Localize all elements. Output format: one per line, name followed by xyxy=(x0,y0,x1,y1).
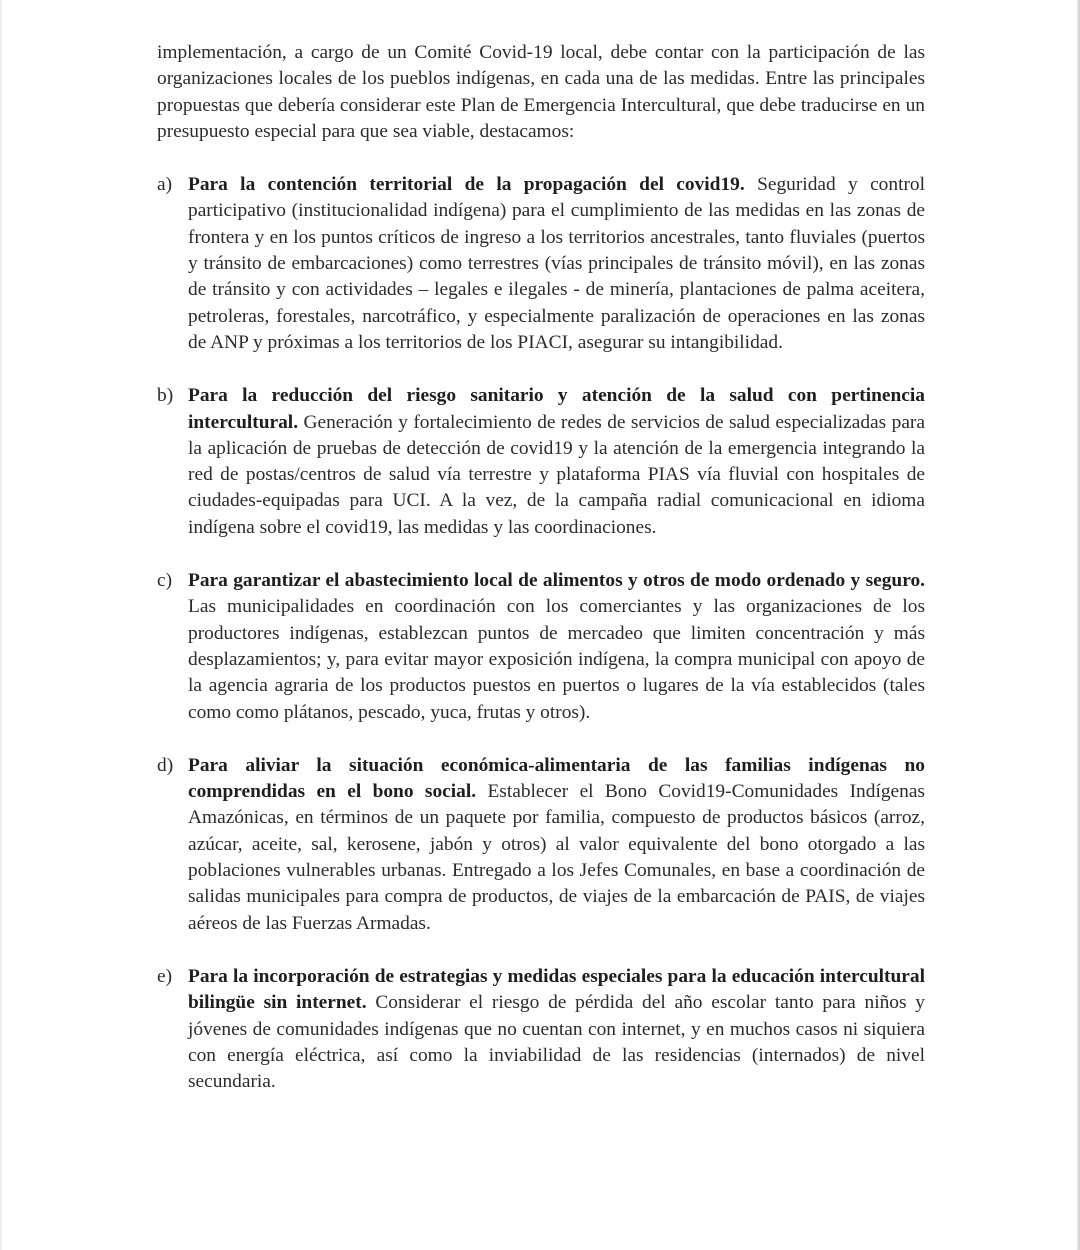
proposal-item-b xyxy=(157,383,925,541)
intro-paragraph: implementación, a cargo de un Comité Covid-19 local, debe contar con la participación de las organizaciones locales de los pueblos indígenas, en cada una de las medidas. Entre las principales propuestas que debería considerar este Plan de Emergencia Intercultural, que debe traducirse en un presupuesto especial para que sea viable, destacamos: xyxy=(157,42,925,142)
item-marker: a) xyxy=(157,174,173,196)
document-page xyxy=(157,40,925,1122)
proposal-item-c xyxy=(157,568,925,726)
item-title: Para aliviar la situación económica-alimentaria de las familias indígenas no comprendidas en el bono social. xyxy=(188,754,925,803)
item-marker: d) xyxy=(157,754,174,776)
item-body: Generación y fortalecimiento de redes de servicios de salud especializadas para la aplicación de pruebas de detección de covid19 y la atención de la emergencia integrando la red de postas/centros de salud vía terrestre y plataforma PIAS vía fluvial con hospitales de ciudades-equipadas para UCI. A la vez, de la campaña radial comunicacional en idioma indígena sobre el covid19, las medidas y las coordinaciones. xyxy=(188,411,925,538)
item-marker: b) xyxy=(157,385,174,407)
item-title: Para la contención territorial de la propagación del covid19. xyxy=(188,174,758,196)
item-body: Establecer el Bono Covid19-Comunidades Indígenas Amazónicas, en términos de un paquete por familia, compuesto de productos básicos (arroz, azúcar, aceite, sal, kerosene, jabón y otros) al valor equivalente del bono otorgado a las poblaciones vulnerables urbanas. Entregado a los Jefes Comunales, en base a coordinación de salidas municipales para compra de productos, de viajes de la embarcación de PAIS, de viajes aéreos de las Fuerzas Armadas. xyxy=(188,781,925,934)
item-body: Seguridad y control participativo (institucionalidad indígena) para el cumplimiento de las medidas en las zonas de frontera y en los puntos críticos de ingreso a los territorios ancestrales, tanto fluviales (puertos y tránsito de embarcaciones) como terrestres (vías principales de tránsito móvil), en las zonas de tránsito y con actividades – legales e ilegales - de minería, plantaciones de palma aceitera, petroleras, forestales, narcotráfico, y especialmente paralización de operaciones en las zonas de ANP y próximas a los territorios de los PIACI, asegurar su intangibilidad. xyxy=(188,174,925,353)
proposal-item-e xyxy=(157,964,925,1095)
item-title: Para la incorporación de estrategias y medidas especiales para la educación intercultural bilingüe sin internet. xyxy=(188,965,925,1014)
item-body: Las municipalidades en coordinación con los comerciantes y las organizaciones de los productores indígenas, establezcan puntos de mercadeo que limiten concentración y más desplazamientos; y, para evitar mayor exposición indígena, la compra municipal con apoyo de la agencia agraria de los productos puestos en puertos o lugares de la vía establecidos (tales como como plátanos, pescado, yuca, frutas y otros). xyxy=(188,596,925,723)
proposal-item-a xyxy=(157,172,925,356)
item-title: Para la reducción del riesgo sanitario y atención de la salud con pertinencia intercultural. xyxy=(188,385,925,433)
page-left-edge xyxy=(0,0,2,1250)
item-marker: c) xyxy=(157,570,173,592)
item-body: Considerar el riesgo de pérdida del año escolar tanto para niños y jóvenes de comunidades indígenas que no cuentan con internet, y en muchos casos ni siquiera con energía eléctrica, así como la inviabilidad de las residencias (internados) de nivel secundaria. xyxy=(188,992,925,1093)
proposal-item-d xyxy=(157,753,925,937)
item-marker: e) xyxy=(157,965,173,987)
proposals-list xyxy=(157,172,925,1095)
item-title: Para garantizar el abastecimiento local de alimentos y otros de modo ordenado y seguro. xyxy=(188,570,925,592)
